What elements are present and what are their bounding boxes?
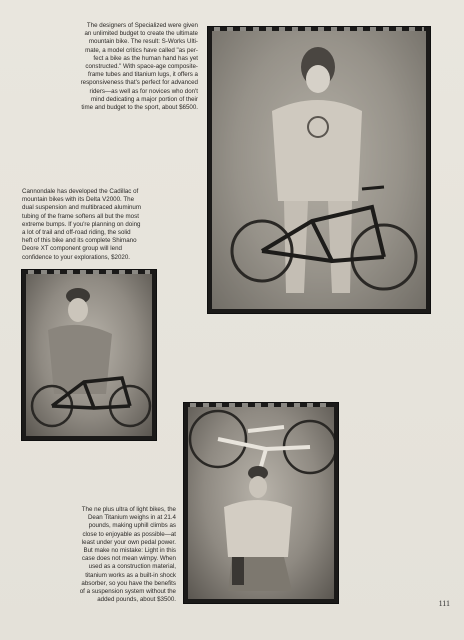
photo-dean-titanium-bike-rider [184,403,338,603]
photo-illustration [26,274,152,436]
photo-cannondale-bike-rider [22,270,156,440]
photo-illustration [212,31,426,309]
caption-specialized: The designers of Specialized were given an unlimited budget to create the ultimate mountain bike. The result: S-Works Ulti- mate, a model critics have called "as per- fect a bike as the human hand has yet constructed." With space-age composite- frame tubes and titanium lugs, it offers a responsiveness that's perfect for advanced riders—as well as for novices who don't mind dedicating a major portion of their time and budget to the sport, about $6500. [80,22,198,112]
caption-dean-titanium: The ne plus ultra of light bikes, the Dean Titanium weighs in at 21.4 pounds, making uphill climbs as close to enjoyable as possible—at least under your own pedal power. But make no mistake: Light in this case does not mean wimpy. When used as a construction material, titanium works as a built-in shock absorber, so you have the benefits of a suspension system without the added pounds, about $3500. [79,506,176,604]
photo-illustration [188,407,334,599]
photo-image [212,31,426,309]
page-number: 111 [438,599,450,608]
photo-image [188,407,334,599]
photo-image [26,274,152,436]
caption-cannondale: Cannondale has developed the Cadillac of mountain bikes with its Delta V2000. The dual suspension and multibraced aluminum tubing of the frame softens all but the most extreme bumps. If you're planning on doing a lot of trail and off-road riding, the solid heft of this bike and its complete Shimano Deore XT component group will lend confidence to your explorations, $2020. [22,188,142,261]
photo-specialized-bike-rider [208,27,430,313]
